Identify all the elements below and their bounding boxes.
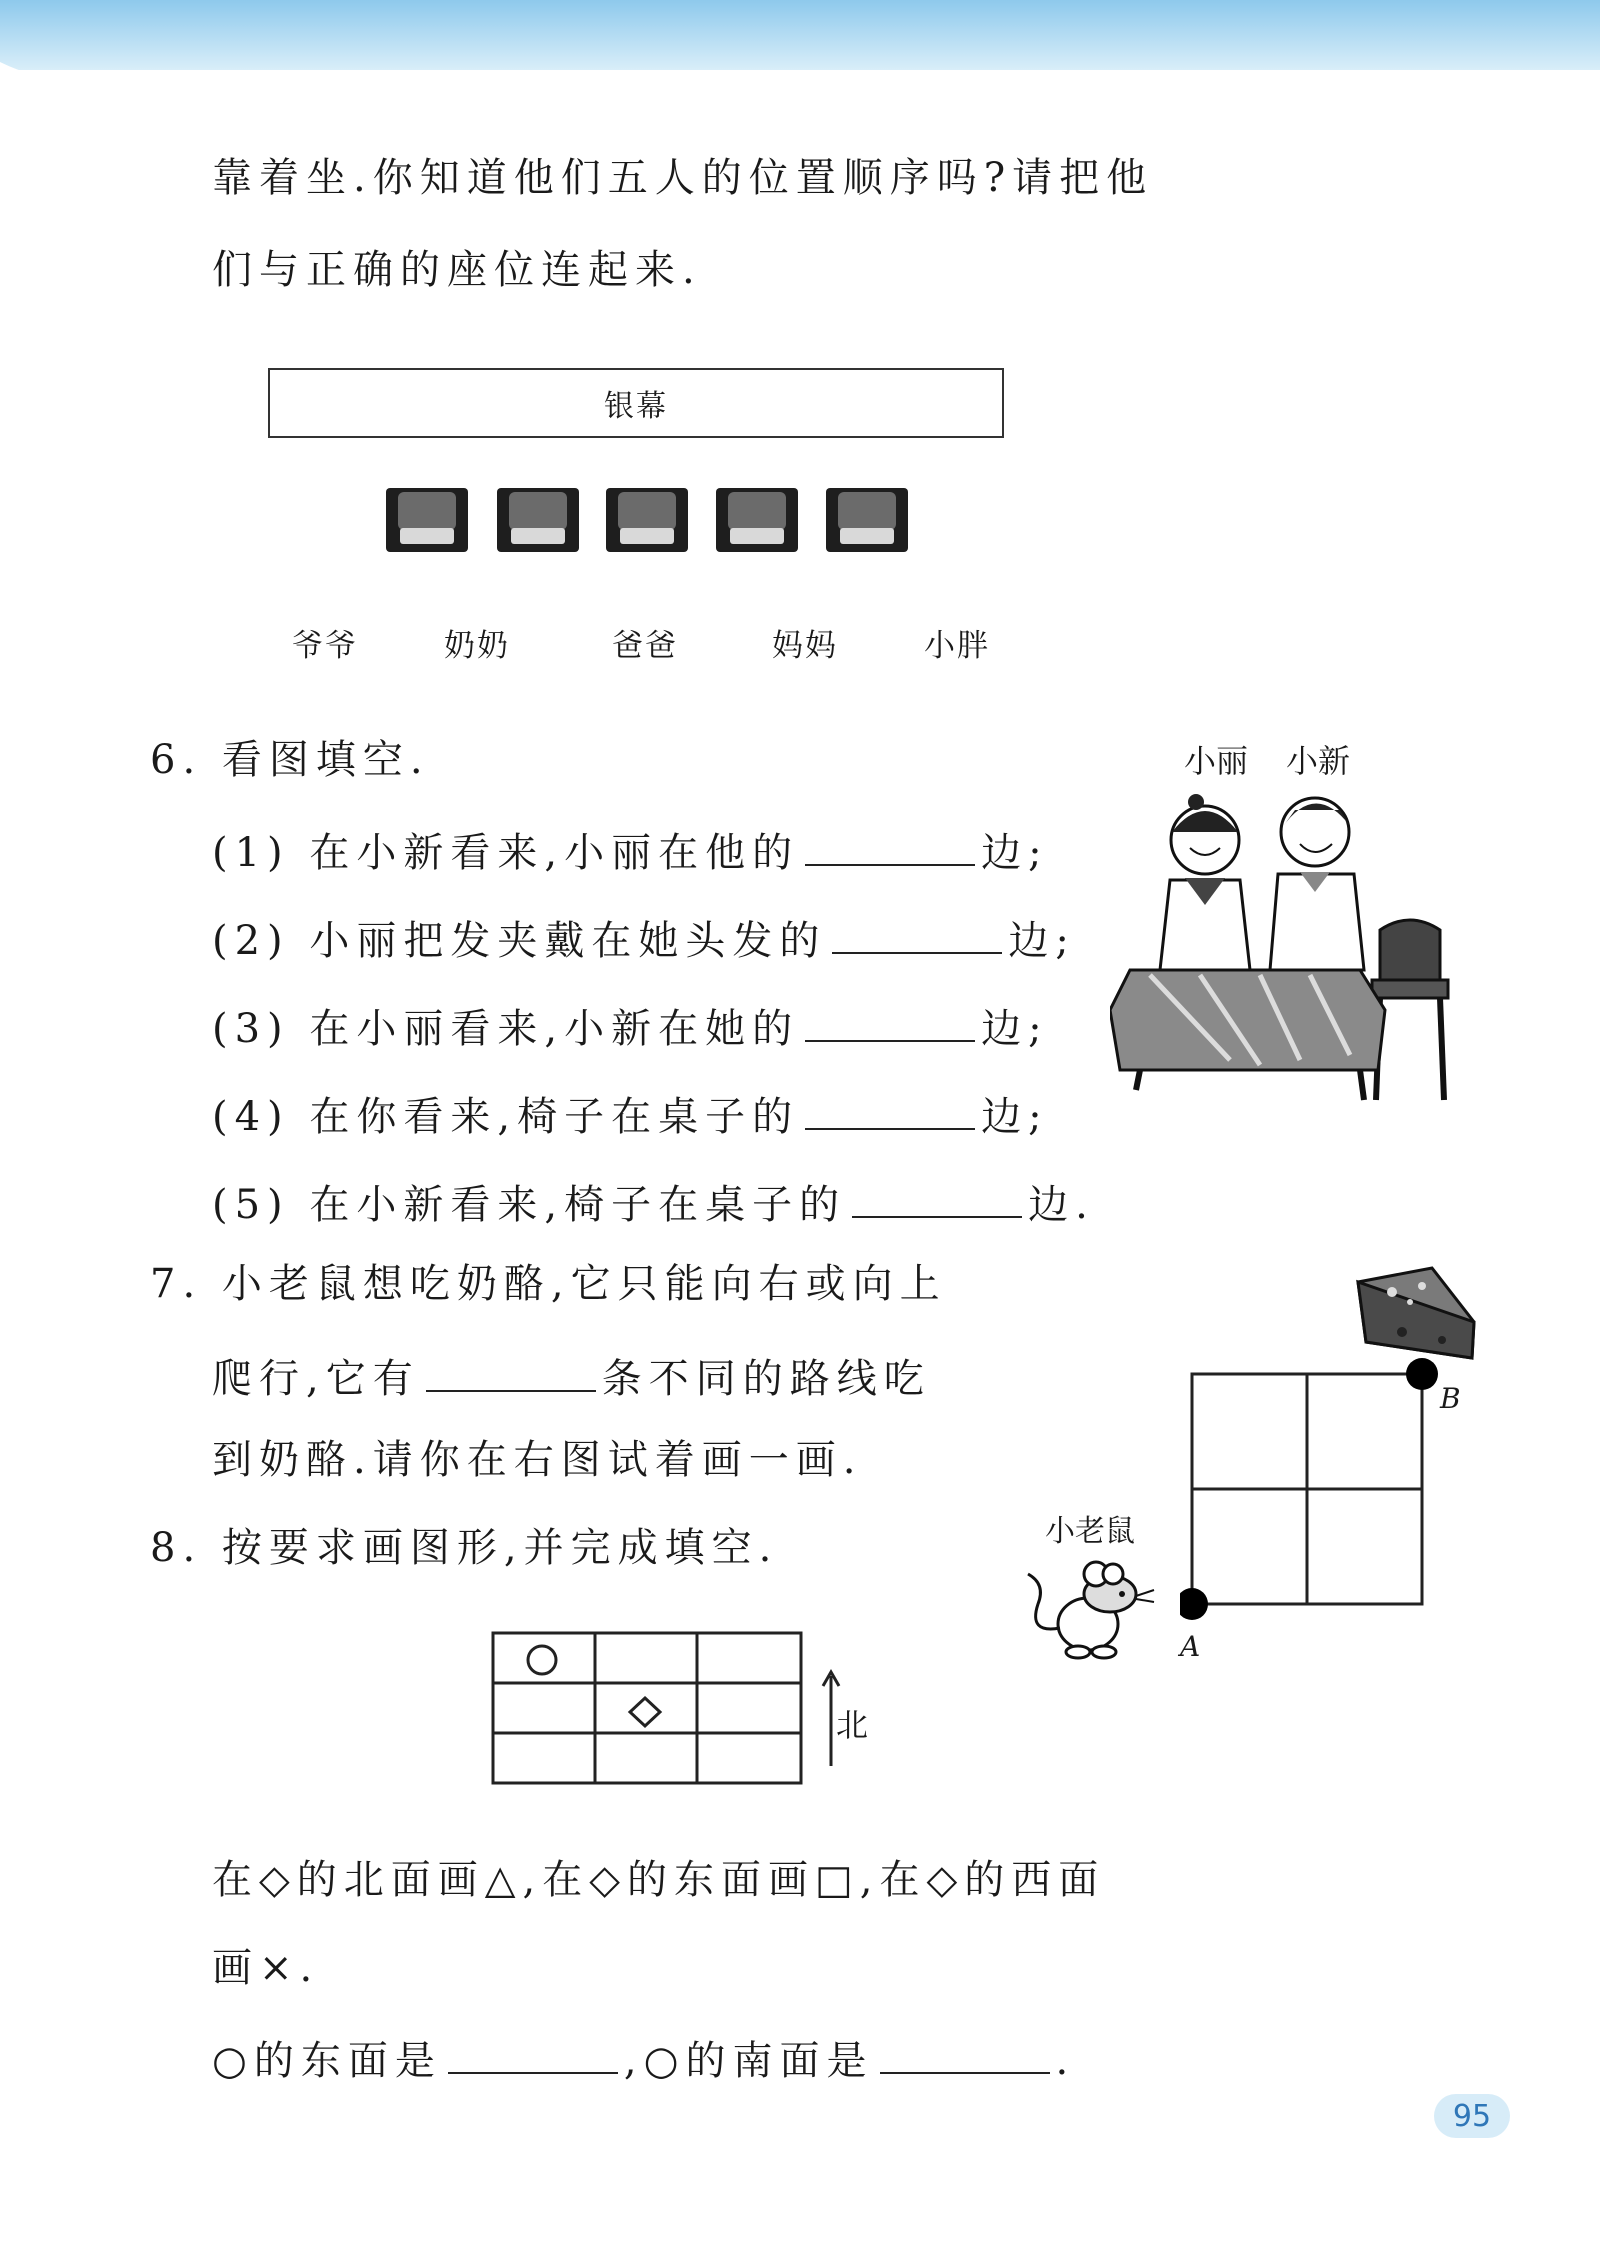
q8-fill-text-mid: ,○的南面是 bbox=[623, 2038, 874, 2084]
q6-item-3 bbox=[212, 1002, 1049, 1052]
children-table-illustration bbox=[1110, 770, 1460, 1115]
q7-line-2 bbox=[212, 1352, 931, 1402]
q6-item-5 bbox=[212, 1178, 1095, 1228]
route-grid[interactable] bbox=[1180, 1354, 1450, 1634]
q6-item-1 bbox=[212, 826, 1049, 876]
q8-instruction-line-2: 画×. bbox=[212, 1945, 320, 1991]
answer-blank[interactable] bbox=[832, 914, 1002, 954]
mouse-icon bbox=[1018, 1544, 1158, 1674]
q8-fill-text: ○的东面是 bbox=[212, 2038, 442, 2084]
q7-line2-text: 爬行,它有 bbox=[212, 1356, 420, 1402]
person-name[interactable]: 小胖 bbox=[924, 628, 990, 664]
q7-line2-text-end: 条不同的路线吃 bbox=[601, 1356, 931, 1402]
q8-fill-text-end: . bbox=[1055, 2038, 1076, 2084]
intro-line-1: 靠着坐.你知道他们五人的位置顺序吗?请把他 bbox=[212, 155, 1154, 201]
label-xiaoli: 小丽 bbox=[1184, 742, 1249, 780]
answer-blank[interactable] bbox=[805, 826, 975, 866]
q6-title: 6. 看图填空. bbox=[150, 737, 430, 783]
q8-fill-line bbox=[212, 2034, 1076, 2084]
answer-blank[interactable] bbox=[880, 2034, 1050, 2074]
person-name[interactable]: 奶奶 bbox=[444, 628, 510, 664]
seat-icon[interactable] bbox=[497, 484, 579, 554]
q6-item-text: (3) 在小丽看来,小新在她的 bbox=[212, 1006, 800, 1052]
mouse-label: 小老鼠 bbox=[1045, 1514, 1135, 1549]
answer-blank[interactable] bbox=[426, 1352, 596, 1392]
person-name[interactable]: 爷爷 bbox=[292, 628, 358, 664]
page-number: 95 bbox=[1434, 2094, 1510, 2138]
answer-blank[interactable] bbox=[448, 2034, 618, 2074]
q6-item-text: (5) 在小新看来,椅子在桌子的 bbox=[212, 1182, 847, 1228]
q6-item-suffix: 边; bbox=[1008, 918, 1076, 964]
cinema-screen bbox=[268, 368, 1004, 438]
q8-instruction-line-1: 在◇的北面画△,在◇的东面画□,在◇的西面 bbox=[212, 1857, 1106, 1903]
answer-blank[interactable] bbox=[852, 1178, 1022, 1218]
q6-item-suffix: 边; bbox=[981, 830, 1049, 876]
label-xiaoxin: 小新 bbox=[1286, 742, 1351, 780]
q7-line-3: 到奶酪.请你在右图试着画一画. bbox=[212, 1437, 863, 1483]
point-a-label: A bbox=[1180, 1630, 1201, 1663]
north-label: 北 bbox=[836, 1706, 869, 1744]
q6-item-text: (2) 小丽把发夹戴在她头发的 bbox=[212, 918, 827, 964]
answer-blank[interactable] bbox=[805, 1090, 975, 1130]
intro-line-2: 们与正确的座位连起来. bbox=[212, 247, 702, 293]
cheese-icon bbox=[1352, 1262, 1482, 1362]
answer-blank[interactable] bbox=[805, 1002, 975, 1042]
seat-icon[interactable] bbox=[826, 484, 908, 554]
q6-item-suffix: 边; bbox=[981, 1094, 1049, 1140]
person-name[interactable]: 妈妈 bbox=[772, 628, 838, 664]
direction-grid[interactable] bbox=[490, 1630, 810, 1790]
q7-line-1: 7. 小老鼠想吃奶酪,它只能向右或向上 bbox=[150, 1261, 947, 1307]
point-b-label: B bbox=[1440, 1382, 1461, 1415]
seat-icon[interactable] bbox=[386, 484, 468, 554]
cinema-screen-label: 银幕 bbox=[604, 389, 668, 424]
q6-item-text: (1) 在小新看来,小丽在他的 bbox=[212, 830, 800, 876]
q6-item-2 bbox=[212, 914, 1076, 964]
top-cloud-banner bbox=[0, 0, 1600, 110]
seat-icon[interactable] bbox=[716, 484, 798, 554]
person-name[interactable]: 爸爸 bbox=[612, 628, 678, 664]
q6-item-suffix: 边. bbox=[1028, 1182, 1095, 1228]
q6-item-4 bbox=[212, 1090, 1049, 1140]
seat-icon[interactable] bbox=[606, 484, 688, 554]
q6-item-suffix: 边; bbox=[981, 1006, 1049, 1052]
q8-title: 8. 按要求画图形,并完成填空. bbox=[150, 1525, 779, 1571]
q6-item-text: (4) 在你看来,椅子在桌子的 bbox=[212, 1094, 800, 1140]
